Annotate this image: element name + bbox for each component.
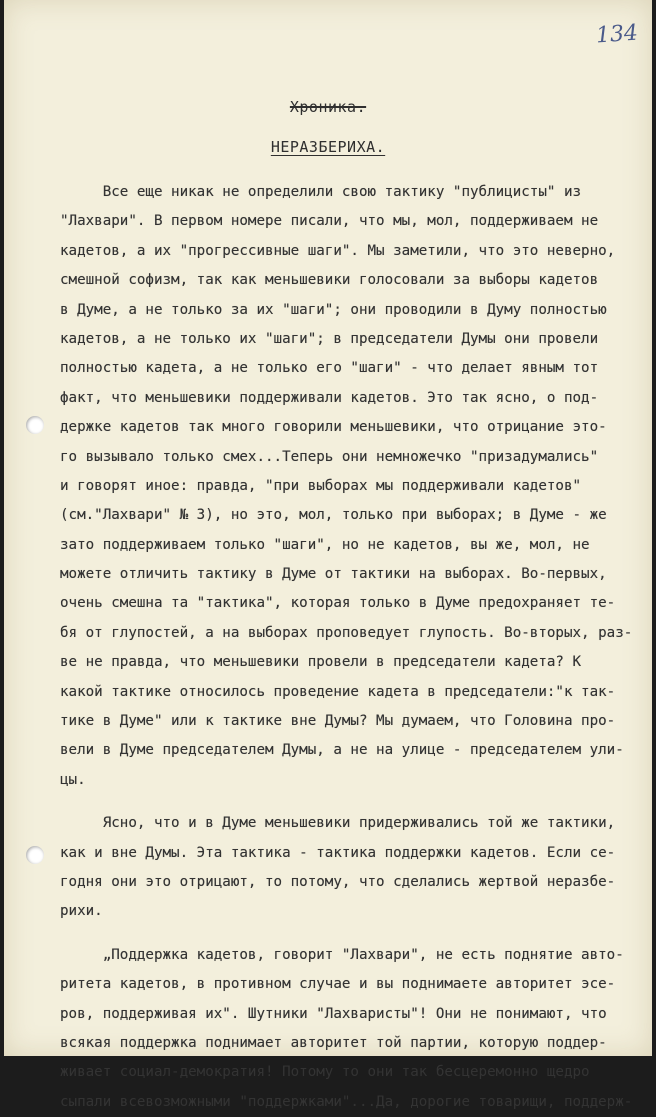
document-title: НЕРАЗБЕРИХА. — [270, 138, 386, 156]
text-line: тике в Думе" или к тактике вне Думы? Мы думаем, что Головина про- — [60, 713, 616, 730]
text-line: цы. — [60, 771, 86, 788]
document-page — [4, 0, 652, 1110]
paragraph — [60, 809, 640, 927]
text-line: кадетов, а не только их "шаги"; в председатели Думы они провели — [60, 330, 599, 347]
punch-hole — [26, 846, 44, 864]
paragraph-gap — [60, 795, 640, 809]
text-line: факт, что меньшевики поддерживали кадетов. Это так ясно, о под- — [60, 389, 599, 406]
text-line: зато поддерживаем только "шаги", но не кадетов, вы же, мол, не — [60, 536, 590, 553]
text-line: живает социал-демократия! Потому то они так бесцеремонно щедро — [60, 1064, 590, 1081]
text-line: "Лахвари". В первом номере писали, что мы, мол, поддерживаем не — [60, 213, 599, 230]
text-line: Все еще никак не определили свою тактику "публицисты" из — [60, 184, 582, 200]
text-line: рихи. — [60, 903, 103, 920]
struck-heading: Хроника. — [289, 98, 367, 116]
text-line: ритета кадетов, в противном случае и вы поднимаете авторитет эсе- — [60, 976, 616, 993]
text-line: го вызывало только смех...Теперь они немножечко "призадумались" — [60, 448, 599, 465]
text-line: и говорят иное: правда, "при выборах мы поддерживали кадетов" — [60, 477, 582, 494]
text-line: какой тактике относилось проведение кадета в председатели:"к так- — [60, 683, 616, 700]
paragraph — [60, 178, 640, 795]
text-line: можете отличить тактику в Думе от тактики на выборах. Во-первых, — [60, 566, 607, 583]
text-line: в Думе, а не только за их "шаги"; они проводили в Думу полностью — [60, 301, 607, 318]
text-line: бя от глупостей, а на выборах проповедует глупость. Во-вторых, раз- — [60, 624, 633, 641]
text-line: вели в Думе председателем Думы, а не на улице - председателем ули- — [60, 742, 624, 759]
text-line: смешной софизм, так как меньшевики голосовали за выборы кадетов — [60, 272, 599, 289]
paragraph-gap — [60, 927, 640, 941]
text-line: всякая поддержка поднимает авторитет той партии, которую поддер- — [60, 1034, 607, 1051]
text-line: очень смешна та "тактика", которая только в Думе предохраняет те- — [60, 595, 616, 612]
text-line: Ясно, что и в Думе меньшевики придерживались той же тактики, — [60, 815, 616, 832]
text-line: ве не правда, что меньшевики провели в председатели кадета? К — [60, 654, 582, 671]
folio-number: 134 — [595, 20, 639, 49]
text-line: (см."Лахвари" № 3), но это, мол, только при выборах; в Думе - же — [60, 507, 607, 524]
text-line: как и вне Думы. Эта тактика - тактика поддержки кадетов. Если се- — [60, 844, 616, 861]
document-body — [60, 178, 640, 1117]
paragraph — [60, 941, 640, 1117]
text-line: кадетов, а их "прогрессивные шаги". Мы заметили, что это неверно, — [60, 242, 616, 259]
text-line: держке кадетов так много говорили меньшевики, что отрицание это- — [60, 419, 607, 436]
punch-hole — [26, 416, 44, 434]
text-line: „Поддержка кадетов, говорит "Лахвари", не есть поднятие авто- — [60, 946, 624, 963]
text-line: сыпали всевозможными "поддержками"...Да, дорогие товарищи, поддерж- — [60, 1093, 633, 1110]
text-line: годня они это отрицают, то потому, что сделались жертвой неразбе- — [60, 873, 616, 890]
text-line: полностью кадета, а не только его "шаги" - что делает явным тот — [60, 360, 599, 377]
text-line: ров, поддерживая их". Шутники "Лахваристы"! Они не понимают, что — [60, 1005, 607, 1022]
